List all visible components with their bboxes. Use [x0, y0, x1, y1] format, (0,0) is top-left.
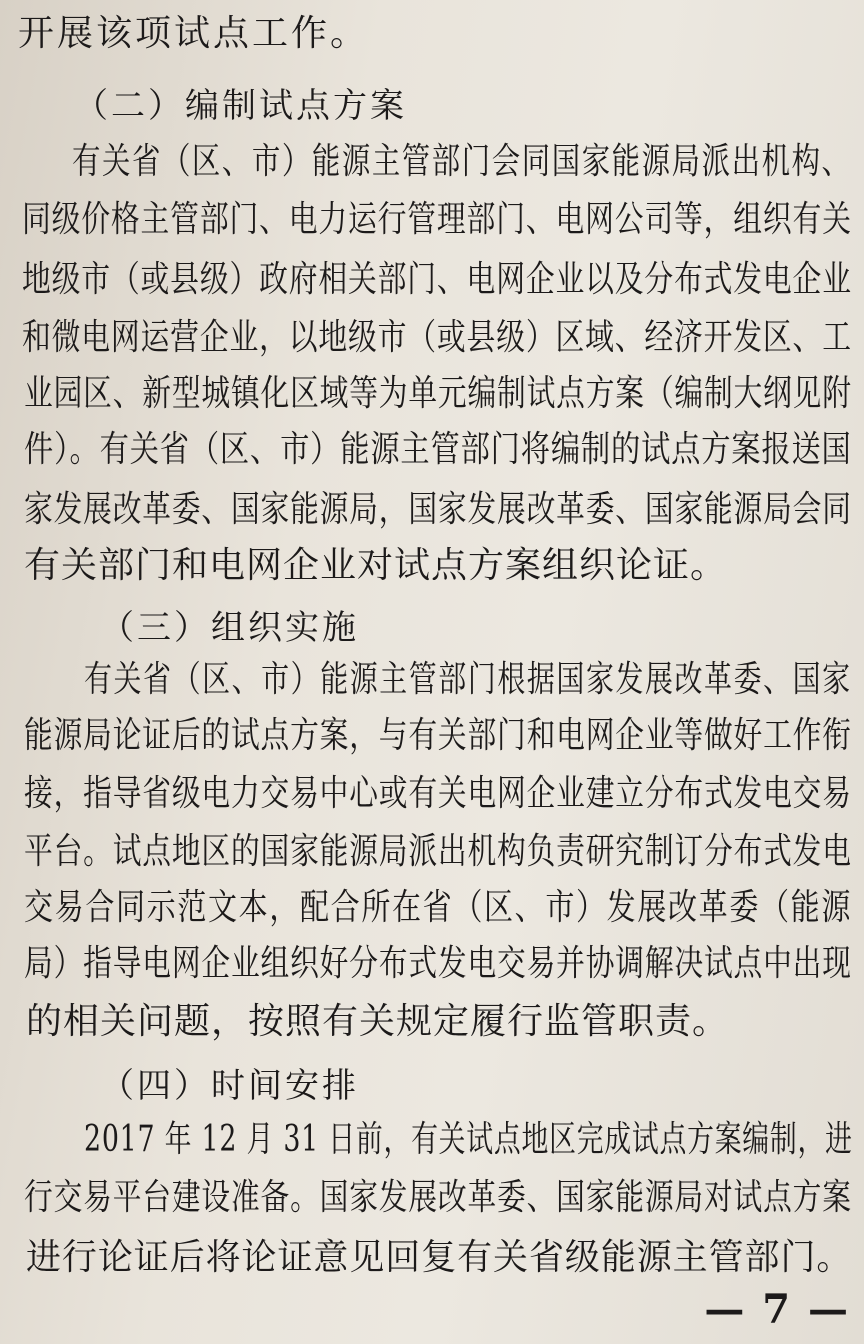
paragraph-line: 接，指导省级电力交易中心或有关电网企业建立分布式发电交易	[24, 773, 852, 814]
paragraph-line: 行交易平台建设准备。国家发展改革委、国家能源局对试点方案	[24, 1177, 852, 1218]
paragraph-line: 2017 年 12 月 31 日前，有关试点地区完成试点方案编制，进	[84, 1119, 853, 1160]
paragraph-line: 地级市（或县级）政府相关部门、电网企业以及分布式发电企业	[22, 259, 852, 300]
page-number: — 7 —	[704, 1286, 850, 1333]
paragraph-line: 业园区、新型城镇化区域等为单元编制试点方案（编制大纲见附	[24, 373, 852, 414]
paragraph-line: 能源局论证后的试点方案，与有关部门和电网企业等做好工作衔	[24, 715, 852, 756]
paragraph-line: 有关部门和电网企业对试点方案组织论证。	[24, 545, 728, 586]
paragraph-line: 的相关问题，按照有关规定履行监管职责。	[26, 1001, 730, 1042]
paragraph-line: 局）指导电网企业组织好分布式发电交易并协调解决试点中出现	[24, 943, 852, 984]
paragraph-line: 有关省（区、市）能源主管部门会同国家能源局派出机构、	[72, 141, 852, 182]
paragraph-line: 有关省（区、市）能源主管部门根据国家发展改革委、国家	[84, 659, 852, 700]
paragraph-line: 开展该项试点工作。	[18, 13, 370, 54]
paragraph-line: 平台。试点地区的国家能源局派出机构负责研究制订分布式发电	[24, 831, 852, 872]
paragraph-line: 交易合同示范文本，配合所在省（区、市）发展改革委（能源	[24, 887, 852, 928]
paragraph-line: 进行论证后将论证意见回复有关省级能源主管部门。	[26, 1237, 853, 1278]
paragraph-line: 和微电网运营企业，以地级市（或县级）区域、经济开发区、工	[22, 317, 852, 358]
section-heading: （二）编制试点方案	[74, 86, 407, 126]
section-heading: （三）组织实施	[100, 608, 359, 648]
paragraph-line: 家发展改革委、国家能源局，国家发展改革委、国家能源局会同	[24, 489, 852, 530]
section-heading: （四）时间安排	[100, 1066, 359, 1106]
paragraph-line: 同级价格主管部门、电力运行管理部门、电网公司等，组织有关	[22, 199, 852, 240]
paragraph-line: 件）。有关省（区、市）能源主管部门将编制的试点方案报送国	[24, 429, 852, 470]
